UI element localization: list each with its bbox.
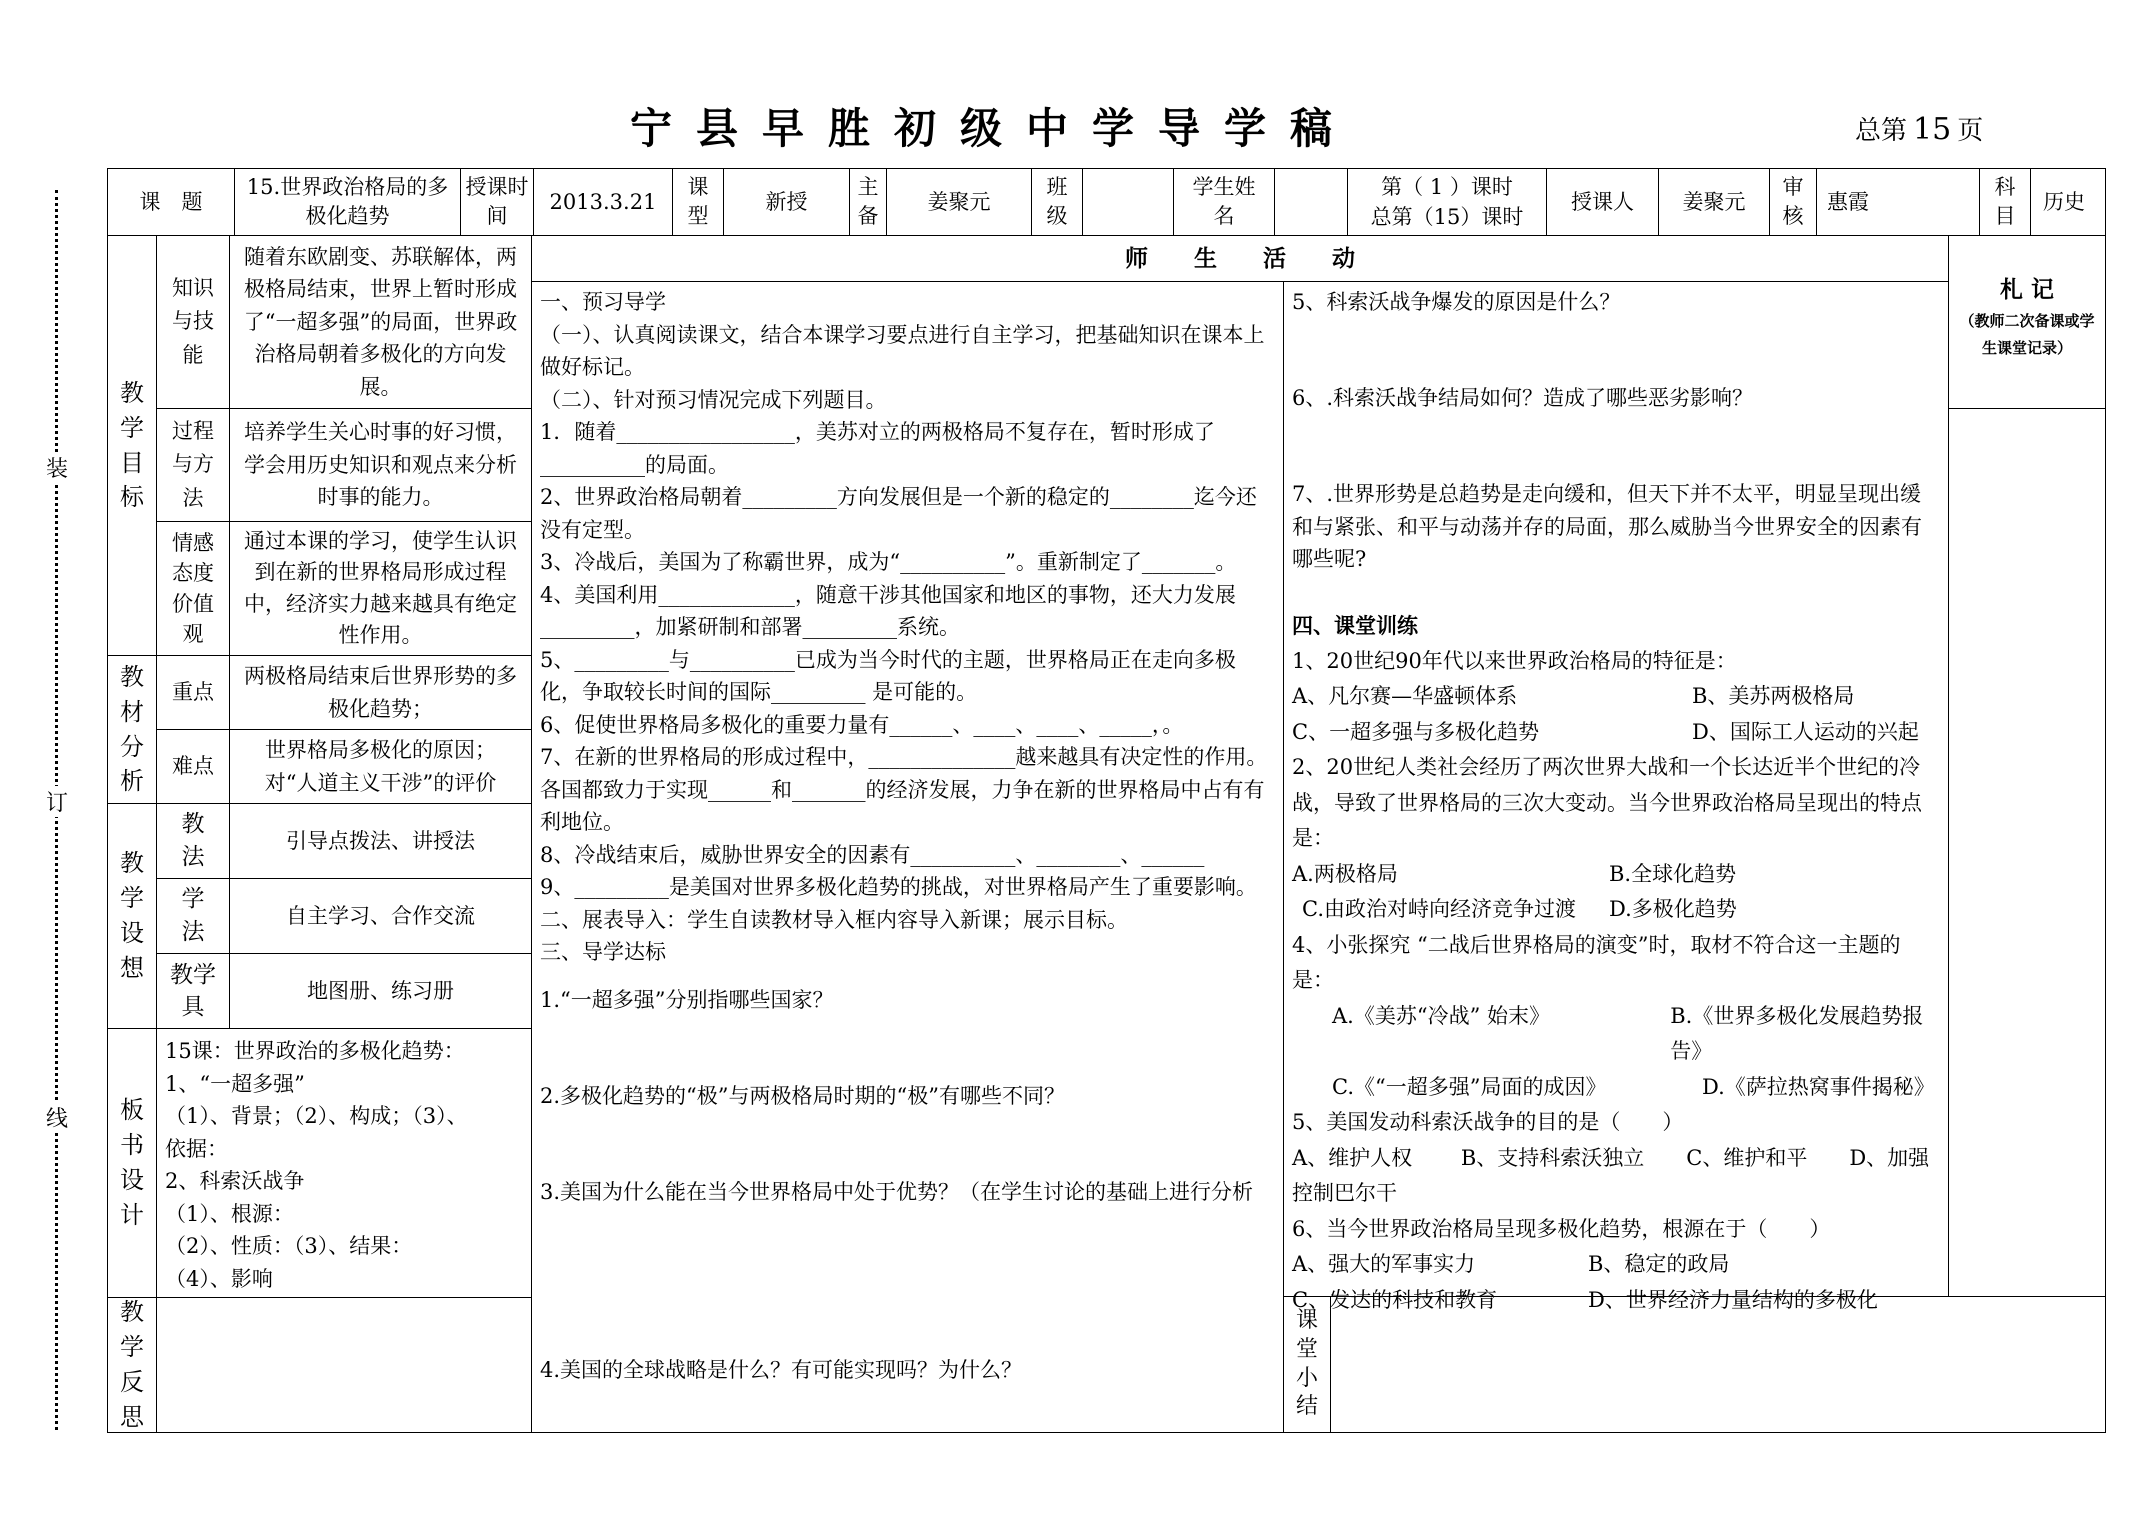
fill-blank-2: 2、世界政治格局朝着_________方向发展但是一个新的稳定的________迄今还没有定型。 [540,485,1257,542]
fill-blank-1: 1．随着_________________，美苏对立的两极格局不复存在，暂时形成了__________的局面。 [540,420,1215,477]
period-line-1: 第（ 1 ）课时 [1381,174,1513,199]
training-title: 四、课堂训练 [1292,613,1418,638]
option: C.《“一超多强”局面的成因》 [1332,1074,1607,1099]
binding-mark-ding: 订 [44,786,70,817]
notes-area[interactable] [1948,408,2106,1297]
summary-content [1330,1296,2106,1433]
student-name-value [1274,168,1348,236]
preparer-label: 主备 [849,168,887,236]
training-q4-options-row1 [1292,999,1940,1070]
emotion-text: 通过本课的学习，使学生认识到在新的世界格局形成过程中，经济实力越来越具有绝定性作用。 [229,521,532,656]
section-intro: 二、展表导入：学生自读教材导入框内容导入新课；展示目标。 [540,907,1128,932]
review-value: 惠霞 [1816,168,1980,236]
page-number [1855,110,1983,147]
teacher-value: 姜聚元 [1658,168,1770,236]
fill-blank-4: 4、美国利用_____________，随意干涉其他国家和地区的事物，还大力发展_________，加紧研制和部署_________系统。 [540,582,1236,639]
fill-blank-6: 6、促使世界格局多极化的重要力量有______、____、____、_____，。 [540,712,1184,737]
fill-blank-3: 3、冷战后，美国为了称霸世界，成为“__________”。重新制定了_______。 [540,550,1237,574]
process-label: 过程与方法 [156,408,230,522]
option: D、国际工人运动的兴起 [1692,719,1919,744]
board-line: （1）、根源： [165,1201,294,1226]
question-4: 4.美国的全球战略是什么？有可能实现吗？为什么？ [540,1358,1023,1382]
notes-header [1948,235,2106,409]
teach-method-text: 引导点拨法、讲授法 [229,803,532,879]
training-q1: 1、20世纪90年代以来世界政治格局的特征是： [1292,648,1737,673]
student-name-label: 学生姓名 [1173,168,1275,236]
option: B、稳定的政局 [1588,1252,1730,1276]
question-6: 6、.科索沃战争结局如何？造成了哪些恶劣影响？ [1292,386,1754,410]
difficult-point-label: 难点 [156,729,230,804]
option: B.全球化趋势 [1609,861,1737,886]
course-label: 课 题 [107,168,235,236]
key-point-label: 重点 [156,655,230,730]
preview-subheading: （二）、针对预习情况完成下列题目。 [540,387,887,412]
activities-middle [531,281,1284,1433]
fill-blank-9: 9、_________是美国对世界多极化趋势的挑战，对世界格局产生了重要影响。 [540,875,1257,899]
course-value: 15.世界政治格局的多极化趋势 [234,168,461,236]
class-value [1082,168,1174,236]
reflection-label: 教学反思 [107,1297,157,1433]
section-guide: 三、导学达标 [540,940,666,964]
question-1: 1.“一超多强”分别指哪些国家？ [540,988,834,1012]
goals-label: 教学目标 [107,235,157,656]
option: A、凡尔赛—华盛顿体系 [1292,684,1518,708]
board-line: 依据： [165,1136,228,1161]
notes-subtitle: （教师二次备课或学生课堂记录） [1959,311,2095,357]
question-5: 5、科索沃战争爆发的原因是什么？ [1292,290,1621,314]
teach-method-label: 教法 [156,803,230,879]
page-number-value: 15 [1913,112,1952,147]
option: A、强大的军事实力 [1292,1252,1476,1276]
review-label: 审核 [1769,168,1817,236]
option: C.由政治对峙向经济竞争过渡 [1302,897,1576,921]
option: D、世界经济力量结构的多极化 [1588,1287,1878,1312]
fill-blank-8: 8、冷战结束后，威胁世界安全的因素有__________、________、______ [540,842,1205,867]
board-line: 1、“一超多强” [165,1071,305,1096]
option: B.《世界多极化发展趋势报告》 [1670,1003,1924,1063]
emotion-label: 情感态度价值观 [156,521,230,656]
reflection-content [156,1297,532,1433]
training-q4: 4、小张探究 “二战后世界格局的演变”时，取材不符合这一主题的是： [1292,932,1901,992]
analysis-label: 教材分析 [107,655,157,804]
option: A.两极格局 [1292,861,1398,886]
activities-right [1283,281,1949,1312]
option: A.《美苏“冷战” 始末》 [1332,1003,1550,1028]
knowledge-label: 知识与技能 [156,235,230,409]
subject-value: 历史 [2030,168,2106,236]
subject-label: 科目 [1979,168,2031,236]
question-2: 2.多极化趋势的“极”与两极格局时期的“极”有哪些不同？ [540,1084,1065,1108]
option: B、美苏两极格局 [1692,684,1855,708]
tools-label: 教学具 [156,953,230,1029]
fill-blank-5: 5、_________与__________已成为当今时代的主题，世界格局正在走向多极化，争取较长时间的国际_________ 是可能的。 [540,647,1236,704]
preview-instruction: （一）、认真阅读课文，结合本课学习要点进行自主学习，把基础知识在课本上做好标记。 [540,322,1265,379]
training-q6-options-row1 [1292,1247,1940,1283]
training-q2-options-row2 [1292,892,1940,928]
binding-mark-xian: 线 [44,1102,70,1133]
board-line: 2、科索沃战争 [165,1169,305,1194]
tools-text: 地图册、练习册 [229,953,532,1029]
difficult-point-text: 世界格局多极化的原因；对“人道主义干涉”的评价 [229,729,532,804]
notes-title: 札 记 [1999,276,2054,303]
preparer-value: 姜聚元 [886,168,1032,236]
activities-header: 师 生 活 动 [531,235,1949,282]
training-q1-options-row1 [1292,679,1940,715]
option: D.《萨拉热窝事件揭秘》 [1702,1074,1935,1099]
training-q1-options-row2 [1292,715,1940,751]
option: C、一超多强与多极化趋势 [1292,719,1540,744]
training-section [1292,608,1940,1318]
binding-margin [44,190,70,1430]
preview-heading: 一、预习导学 [540,290,666,314]
class-label: 班级 [1031,168,1083,236]
training-q5: 5、美国发动科索沃战争的目的是（ ） [1292,1110,1684,1134]
option: C、发达的科技和教育 [1292,1287,1498,1312]
process-text: 培养学生关心时事的好习惯，学会用历史知识和观点来分析时事的能力。 [229,408,532,522]
period-cell [1347,168,1547,236]
training-q6: 6、当今世界政治格局呈现多极化趋势，根源在于（ ） [1292,1216,1831,1241]
type-label: 课型 [672,168,724,236]
fill-blank-7: 7、在新的世界格局的形成过程中，______________越来越具有决定性的作用。各国都致力于实现______和_______的经济发展，力争在新的世界格局中占有有利地位。 [540,745,1268,834]
design-label: 教学设想 [107,803,157,1029]
document-title: 宁县早胜初级中学导学稿 [630,104,1357,153]
binding-mark-zhuang: 装 [44,452,70,483]
training-q4-options-row2 [1292,1070,1940,1106]
board-design-label: 板书设计 [107,1028,157,1298]
knowledge-text: 随着东欧剧变、苏联解体，两极格局结束，世界上暂时形成了“一超多强”的局面，世界政治格局朝着多极化的方向发展。 [229,235,532,409]
summary-label: 课堂小结 [1283,1296,1331,1433]
learn-method-label: 学法 [156,878,230,954]
board-line: （2）、性质：（3）、结果： [165,1234,413,1259]
period-line-2: 总第（15）课时 [1370,205,1524,229]
question-3: 3.美国为什么能在当今世界格局中处于优势？（在学生讨论的基础上进行分析 [540,1180,1254,1204]
board-line: 15课：世界政治的多极化趋势： [165,1039,465,1063]
question-7: 7、.世界形势是总趋势是走向缓和，但天下并不太平，明显呈现出缓和与紧张、和平与动荡并存的局面，那么威胁当今世界安全的因素有哪些呢? [1292,482,1922,571]
page-number-suffix: 页 [1957,116,1984,146]
training-q2-options-row1 [1292,857,1940,893]
page-number-prefix: 总第 [1855,116,1908,146]
board-line: （1）、背景；（2）、构成；（3）、 [165,1104,468,1129]
time-label: 授课时间 [460,168,534,236]
board-design-content [156,1028,532,1298]
board-line: （4）、影响 [165,1266,273,1291]
option: D.多极化趋势 [1609,897,1737,921]
teacher-label: 授课人 [1546,168,1659,236]
learn-method-text: 自主学习、合作交流 [229,878,532,954]
key-point-text: 两极格局结束后世界形势的多极化趋势； [229,655,532,730]
training-q5-options: A、维护人权 B、支持科索沃独立 C、维护和平 D、加强控制巴尔干 [1292,1145,1930,1205]
training-q2: 2、20世纪人类社会经历了两次世界大战和一个长达近半个世纪的冷战，导致了世界格局的三次大变动。当今世界政治格局呈现出的特点是： [1292,755,1922,850]
type-value: 新授 [723,168,850,236]
time-value: 2013.3.21 [533,168,673,236]
